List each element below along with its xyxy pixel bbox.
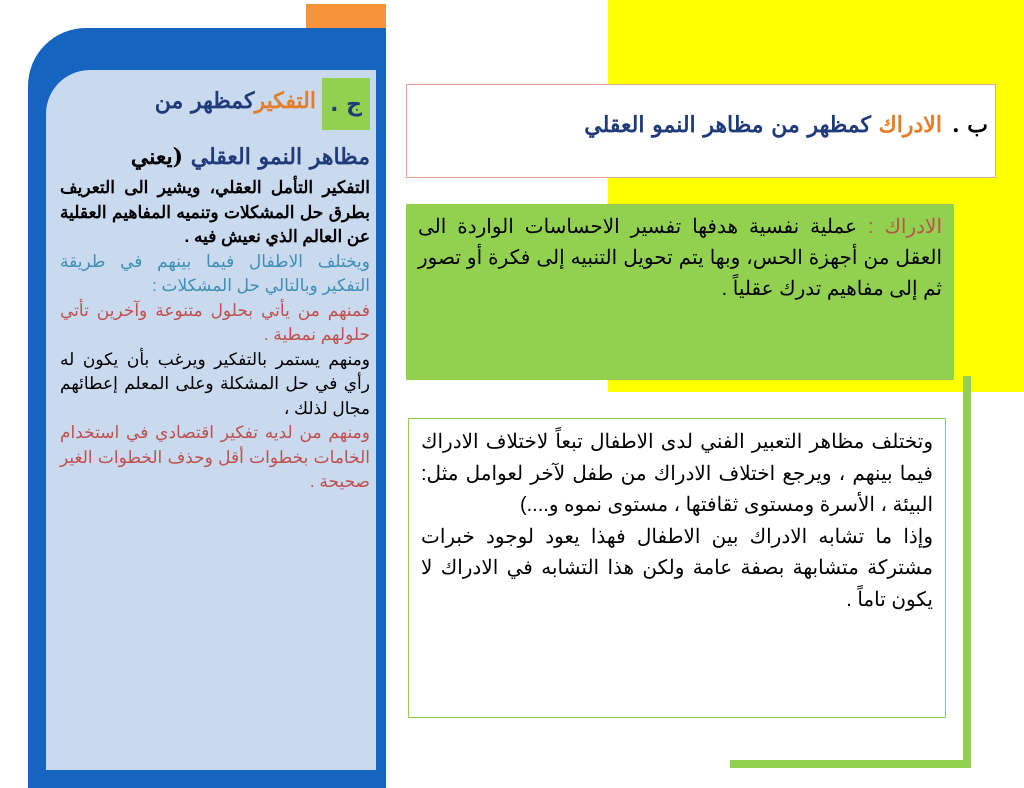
definition-text: عملية نفسية هدفها تفسير الاحساسات الواردة الى العقل من أجهزة الحس، وبها يتم تحويل التنبيه إلى فكرة أو تصور ثم إلى مفاهيم تدرك عقلياً . [418, 216, 942, 300]
section-j-paragraph-1: التفكير التأمل العقلي، ويشير الى التعريف بطرق حل المشكلات وتنميه المفاهيم العقلية عن العالم الذي نعيش فيه . [60, 178, 370, 246]
definition-term: الادراك [884, 216, 943, 238]
section-b-heading [420, 112, 988, 138]
green-accent-strip-vertical [963, 376, 971, 768]
body-paragraph-2: وإذا ما تشابه الادراك بين الاطفال فهذا يعود لوجود خبرات مشتركة متشابهة بصفة عامة ولكن هذا التشابه في الادراك لا يكون تاماً . [421, 525, 933, 611]
section-j-body [60, 176, 370, 495]
section-b-title-emphasis: الادراك [878, 112, 942, 138]
green-accent-strip-horizontal [730, 760, 968, 768]
section-j-paragraph-4: ومنهم يستمر بالتفكير ويرغب بأن يكون له رأي في حل المشكلة وعلى المعلم إعطائهم مجال لذلك ، [60, 349, 370, 418]
section-j-paragraph-3: فمنهم من يأتي بحلول متنوعة وآخرين تأتي حلولهم نمطية . [60, 300, 370, 344]
perception-body-box [408, 418, 946, 718]
section-j-title-emphasis: التفكير [254, 88, 316, 114]
definition-box [406, 204, 954, 380]
section-j-label [322, 78, 370, 130]
section-j-title-line2: مظاهر النمو العقلي [190, 144, 370, 170]
body-paragraph-1: وتختلف مظاهر التعبير الفني لدى الاطفال تبعاً لاختلاف الادراك فيما بينهم ، ويرجع اختلاف الادراك من طفل لآخر لعوامل مثل: البيئة ، الأسرة ومستوى ثقافتها ، مستوى نموه و....) [421, 431, 933, 516]
section-j-title-rest: كمظهر من [154, 88, 255, 114]
section-j-heading-line2 [60, 140, 370, 174]
definition-separator: : [857, 216, 885, 238]
section-j-paragraph-2: ويختلف الاطفال فيما بينهم في طريقة التفكير وبالتالي حل المشكلات : [60, 251, 370, 295]
section-j-paragraph-5: ومنهم من لديه تفكير اقتصادي في استخدام الخامات بخطوات أقل وحذف الخطوات الغير صحيحة . [60, 423, 370, 491]
section-b-title-rest: كمظهر من مظاهر النمو العقلي [584, 112, 871, 138]
section-j-heading [60, 84, 316, 118]
section-b-letter: ب . [951, 112, 988, 138]
section-j-title-paren: (يعني [130, 144, 184, 170]
section-j-letter: ج . [330, 91, 362, 117]
